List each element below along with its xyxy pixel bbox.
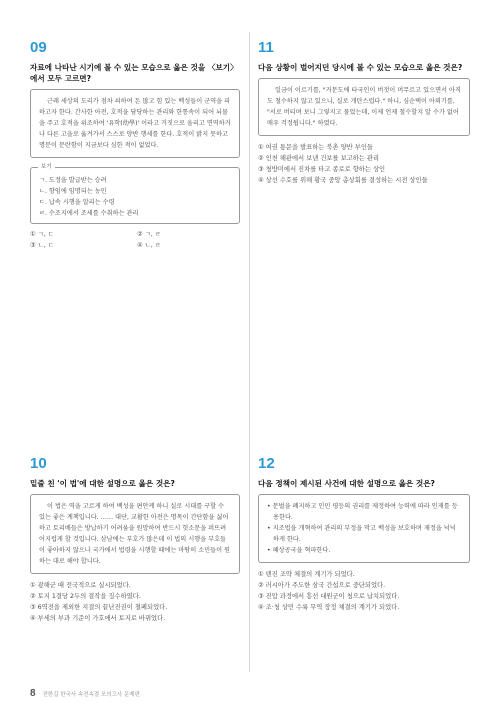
choice-2[interactable]: ② 토지 1결당 2두의 결작을 징수하였다. <box>30 593 141 600</box>
passage-text: 이 법은 역을 고르게 하여 백성을 편안케 하니 실로 시대를 구할 수 있는 좋은 계책입니다. …… 대단, 교활한 아전은 명목이 간단함을 싫어하고 토리배들은 방납하기 어려움을 원망하여 반드시 헛소문을 퍼뜨려 어지럽게 할 것입니다. 삼남에는 부호가 많은데 이 법의 시행을 부호들이 좋아하지 않으나 국가에서 법령을 시행할 때에는 마땅히 소민들이 원하는 대로 해야 합니다. <box>39 503 231 565</box>
choice-1[interactable]: ① 텐진 조약 체결의 계기가 되었다. <box>258 571 355 578</box>
policy-item: • 문벌을 폐지하고 인민 평등의 권리를 제정하여 능력에 따라 인재를 등용한다. <box>267 503 458 521</box>
answer-choices <box>258 142 470 186</box>
bogi-item: ㄹ. 수조지에서 조세를 수취하는 관리 <box>39 210 139 217</box>
bogi-label: 보기 <box>38 163 55 172</box>
bogi-box <box>30 164 240 224</box>
choice-4[interactable]: ④ 조·청 상민 수륙 무역 장정 체결의 계기가 되었다. <box>258 604 400 611</box>
choice-1[interactable]: ① 여권 통문을 발표하는 북촌 양반 부인들 <box>258 144 373 151</box>
footer-title: 전한길 한국사 속전속결 모의고사 문제편 <box>42 691 140 698</box>
choice-2[interactable]: ② 인천 해관에서 보낸 건보를 보고하는 관리 <box>258 155 380 162</box>
bogi-item: ㄷ. 납속 시행을 알리는 수령 <box>39 199 115 206</box>
policy-item: • 지조법을 개혁하여 관리의 부정을 막고 백성을 보호하며 재정을 넉넉하게 한다. <box>267 525 456 543</box>
choice-4[interactable]: ④ 상선 수호를 위해 황국 중앙 총상회를 결성하는 시전 상인들 <box>258 177 428 184</box>
passage-text: 근래 세상의 도리가 점차 쇠하여 돈 많고 힘 있는 백성들이 군역을 피하고자 한다. 간사한 아전, 호적을 담당하는 관리와 한통속이 되어 뇌물을 주고 호적을 위조하여 '유학(幼學)' 이라고 거짓으로 올리고 면역하거나 다른 고을로 옮겨가서 스스로 양반 행세를 한다. 호적이 밝지 못하고 명분이 문란함이 지금보다 심한 적이 없었다. <box>39 98 231 149</box>
choice-1[interactable]: ① ㄱ, ㄷ <box>30 231 54 238</box>
choice-3[interactable]: ③ 6역전을 제외한 지결의 끝난진권이 철폐되었다. <box>30 604 168 611</box>
question-text: 다음 상황이 벌어지던 당시에 볼 수 있는 모습으로 옳은 것은? <box>258 63 463 72</box>
source-passage <box>30 89 240 158</box>
question-number: 10 <box>30 455 47 472</box>
choice-3[interactable]: ③ 청방미에서 진차를 타고 종로로 향하는 상인 <box>258 166 386 173</box>
question-number: 12 <box>258 455 275 472</box>
question-text: 자료에 나타난 시기에 볼 수 있는 모습으로 옳은 것을 〈보기〉에서 모두 고르면? <box>30 63 238 83</box>
answer-choices <box>258 569 470 613</box>
question-12 <box>258 456 470 613</box>
source-passage <box>30 494 240 574</box>
page-number: 8 <box>30 688 36 699</box>
choice-4[interactable]: ④ 부세의 부과 기준이 가호에서 토지로 바뀌었다. <box>30 615 166 622</box>
page-footer <box>30 688 140 699</box>
bogi-item: ㄴ. 향임에 임명되는 농민 <box>39 188 107 195</box>
choice-1[interactable]: ① 광해군 때 전국적으로 실시되었다. <box>30 582 131 589</box>
question-number: 09 <box>30 39 47 56</box>
question-text: 밑줄 친 '이 법'에 대한 설명으로 옳은 것은? <box>30 479 175 488</box>
choice-3[interactable]: ③ ㄴ, ㄷ <box>30 242 54 249</box>
question-11 <box>258 40 470 186</box>
choice-4[interactable]: ④ ㄴ, ㄹ <box>137 242 161 249</box>
choice-2[interactable]: ② ㄱ, ㄹ <box>137 231 161 238</box>
column-divider <box>249 32 250 672</box>
passage-text: 일금이 이르기를, "거문도에 타국인이 버젓이 머무르고 있으면서 아직도 철수하지 않고 있으니, 실로 개탄스럽다." 하니, 심순택이 아뢰기를, "서로 버티며 보니 그렇지고 물었는데, 이제 언제 철수할지 알 수가 없어 매우 걱정됩니다." 하였다. <box>267 87 461 127</box>
answer-choices <box>30 229 240 251</box>
question-number: 11 <box>258 39 274 56</box>
source-passage <box>258 78 470 136</box>
choice-2[interactable]: ② 러시아가 주도한 삼국 간섭으로 중단되었다. <box>258 582 386 589</box>
question-text: 다음 정책이 제시된 사건에 대한 설명으로 옳은 것은? <box>258 479 435 488</box>
answer-choices <box>30 580 240 624</box>
policy-item: • 혜상공국을 혁파한다. <box>267 547 331 554</box>
policy-box <box>258 494 470 563</box>
choice-3[interactable]: ③ 진압 과정에서 흥선 대원군이 청으로 납치되었다. <box>258 593 400 600</box>
question-09 <box>30 40 240 251</box>
question-10 <box>30 456 240 624</box>
bogi-item: ㄱ. 도정을 발급받는 승려 <box>39 177 107 184</box>
